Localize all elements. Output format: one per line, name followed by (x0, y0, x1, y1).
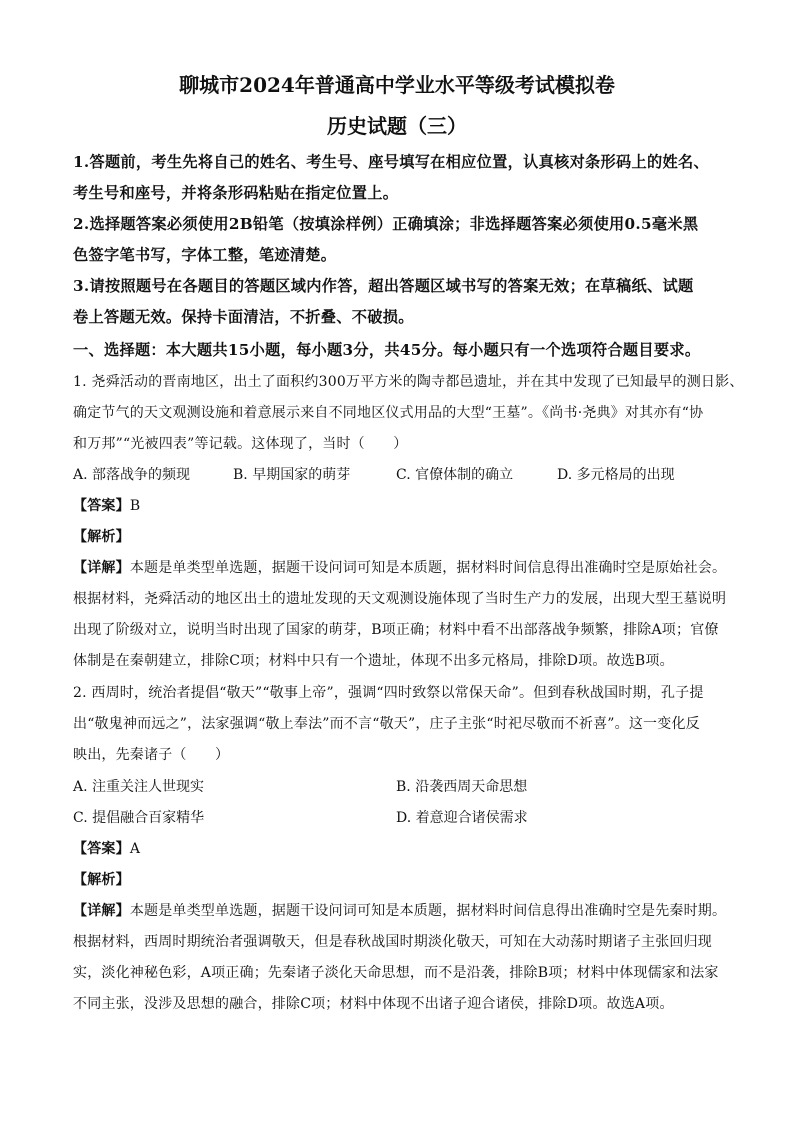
q2-option-d: D. 着意迎合诸侯需求 (396, 810, 528, 826)
q2-option-a: A. 注重关注人世现实 (73, 779, 205, 795)
instruction-3a: 3.请按照题号在各题目的答题区域内作答，超出答题区域书写的答案无效；在草稿纸、试题 (73, 277, 694, 295)
instruction-1a: 1.答题前，考生先将自己的姓名、考生号、座号填写在相应位置，认真核对条形码上的姓名、 (73, 153, 709, 171)
section-heading: 一、选择题：本大题共15小题，每小题3分，共45分。每小题只有一个选项符合题目要求。 (73, 341, 701, 359)
q1-detail-line-2: 根据材料，尧舜活动的地区出土的遗址发现的天文观测设施体现了当时生产力的发展，出现大型王墓说明 (73, 591, 727, 607)
q2-option-b: B. 沿袭西周天命思想 (396, 779, 528, 795)
instruction-3b: 卷上答题无效。保持卡面清洁，不折叠、不破损。 (73, 308, 414, 326)
q1-option-a: A. 部落战争的频现 (73, 467, 191, 483)
detail-label: 【详解】 (73, 560, 130, 576)
instruction-2b: 色签字笔书写，字体工整，笔迹清楚。 (73, 246, 337, 264)
instruction-1b: 考生号和座号，并将条形码粘贴在指定位置上。 (73, 184, 399, 202)
q2-option-c: C. 提倡融合百家精华 (73, 810, 205, 826)
q2-detail-line-4: 不同主张，没涉及思想的融合，排除C项；材料中体现不出诸子迎合诸侯，排除D项。故选A项。 (73, 996, 674, 1012)
q2-stem-line-1: 2. 西周时，统治者提倡“敬天”“敬事上帝”，强调“四时致祭以常保天命”。但到春秋战国时期，孔子提 (73, 685, 704, 701)
q1-option-c: C. 官僚体制的确立 (396, 467, 514, 483)
q1-analysis-label: 【解析】 (73, 529, 130, 545)
q2-answer: 【答案】A (73, 841, 141, 857)
q2-detail-line-3: 实，淡化神秘色彩，A项正确；先秦诸子淡化天命思想，而不是沿袭，排除B项；材料中体现儒家和法家 (73, 965, 719, 981)
q1-option-b: B. 早期国家的萌芽 (233, 467, 351, 483)
q2-stem-line-2: 出“敬鬼神而远之”，法家强调“敬上奉法”而不言“敬天”，庄子主张“时祀尽敬而不祈喜”。这一变化反 (73, 716, 700, 732)
answer-label: 【答案】 (73, 498, 130, 514)
instruction-2a: 2.选择题答案必须使用2B铅笔（按填涂样例）正确填涂；非选择题答案必须使用0.5毫米黑 (73, 215, 699, 233)
q1-stem-line-1: 1. 尧舜活动的晋南地区，出土了面积约300万平方米的陶寺都邑遗址，并在其中发现了已知最早的测日影、 (73, 374, 744, 390)
q1-detail-line-4: 体制是在秦朝建立，排除C项；材料中只有一个遗址，体现不出多元格局，排除D项。故选B项。 (73, 653, 674, 669)
q2-detail-line-1: 【详解】本题是单类型单选题，据题干设问词可知是本质题，据材料时间信息得出准确时空是先秦时期。 (73, 903, 727, 919)
q2-answer-value: A (129, 841, 141, 857)
q2-analysis-label: 【解析】 (73, 872, 130, 888)
q1-answer-value: B (129, 498, 141, 514)
exam-title: 聊城市2024年普通高中学业水平等级考试模拟卷 (179, 73, 615, 97)
q2-detail-line-2: 根据材料，西周时期统治者强调敬天，但是春秋战国时期淡化敬天，可知在大动荡时期诸子主张回归现 (73, 934, 712, 950)
exam-subtitle: 历史试题（三） (327, 114, 467, 138)
q1-stem-line-2: 确定节气的天文观测设施和着意展示来自不同地区仪式用品的大型“王墓”。《尚书·尧典》对其亦有“协 (73, 405, 704, 421)
q1-option-d: D. 多元格局的出现 (557, 467, 675, 483)
q1-detail-line-3: 出现了阶级对立，说明当时出现了国家的萌芽，B项正确；材料中看不出部落战争频繁，排除A项；官僚 (73, 622, 719, 638)
q1-answer (73, 495, 140, 515)
q2-stem-line-3: 映出，先秦诸子（ ） (73, 747, 230, 763)
q1-detail-line-1: 【详解】本题是单类型单选题，据题干设问词可知是本质题，据材料时间信息得出准确时空是原始社会。 (73, 560, 727, 576)
q1-stem-line-3: 和万邦”“光被四表”等记载。这体现了，当时（ ） (73, 436, 408, 452)
